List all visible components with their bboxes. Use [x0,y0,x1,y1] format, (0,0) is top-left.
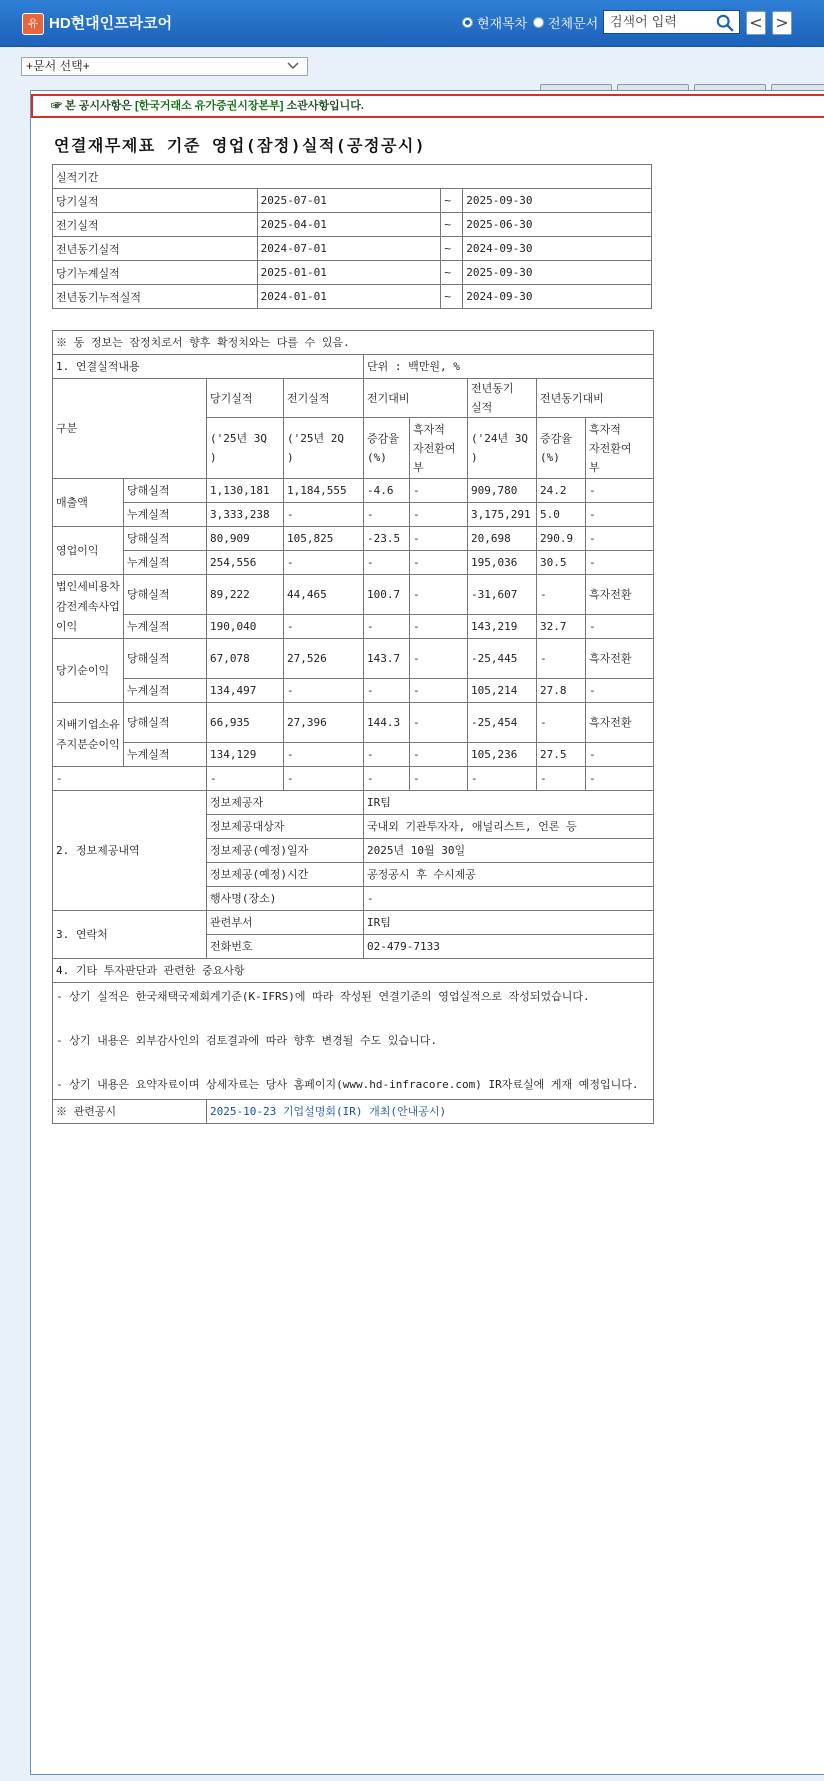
result-value: - [537,575,586,615]
item-kind: 누계실적 [124,551,207,575]
result-row [53,503,654,527]
result-value: - [586,479,654,503]
header-vs-yoy: 전년동기대비 [537,379,654,418]
period-start: 2025-04-01 [257,213,441,237]
section-2-title: 2. 정보제공내역 [53,791,207,911]
result-value: - [284,679,364,703]
result-value: - [586,679,654,703]
result-value: 100.7 [364,575,410,615]
result-value: - [364,615,410,639]
result-value: - [410,743,468,767]
result-row [53,679,654,703]
info-value: - [364,887,654,911]
item-label: 영업이익 [53,527,124,575]
result-value: - [537,703,586,743]
scope-all-label: 전체문서 [548,17,599,32]
result-value: 143,219 [468,615,537,639]
info-label: 정보제공(예정)일자 [207,839,364,863]
period-row [53,213,652,237]
company-name: HD현대인프라코어 [49,15,173,32]
result-value: -31,607 [468,575,537,615]
dash-cell: - [537,767,586,791]
item-kind: 당해실적 [124,527,207,551]
result-row [53,639,654,679]
next-result-button[interactable]: > [772,11,792,35]
header-previous: 전기실적 [284,379,364,418]
dash-cell: - [207,767,284,791]
result-value: - [410,551,468,575]
period-row [53,189,652,213]
section-1-title: 1. 연결실적내용 [53,355,364,379]
result-value: 30.5 [537,551,586,575]
company-logo-icon: 유 [22,13,44,35]
scope-all-radio[interactable] [533,13,598,32]
result-value: - [284,551,364,575]
result-value: 143.7 [364,639,410,679]
info-label: 정보제공자 [207,791,364,815]
info-label: 행사명(장소) [207,887,364,911]
result-value: 66,935 [207,703,284,743]
result-value: 흑자전환 [586,703,654,743]
period-tilde: ~ [441,213,463,237]
result-value: - [284,743,364,767]
section-3-title: 3. 연락처 [53,911,207,959]
contact-label: 전화번호 [207,935,364,959]
result-value: 105,214 [468,679,537,703]
result-value: - [364,743,410,767]
result-value: 27,396 [284,703,364,743]
section1-row [53,355,654,379]
notice-market: [한국거래소 유가증권시장본부] [134,100,284,112]
dash-cell: - [410,767,468,791]
result-row [53,479,654,503]
result-value: - [284,615,364,639]
header-sub-h-cur_sub: ('25년 3Q ) [207,418,284,479]
result-value: 134,129 [207,743,284,767]
period-tilde: ~ [441,261,463,285]
info-label: 정보제공대상자 [207,815,364,839]
period-row [53,285,652,309]
dash-cell: - [364,767,410,791]
item-label: 당기순이익 [53,639,124,703]
period-start: 2024-07-01 [257,237,441,261]
result-value: 144.3 [364,703,410,743]
result-value: 89,222 [207,575,284,615]
item-kind: 당해실적 [124,479,207,503]
result-value: - [410,503,468,527]
period-tilde: ~ [441,189,463,213]
result-value: - [586,743,654,767]
result-value: - [284,503,364,527]
dash-cell: - [586,767,654,791]
result-value: 32.7 [537,615,586,639]
section4-row [53,959,654,983]
result-value: - [410,615,468,639]
radio-unchecked-icon [533,17,544,28]
header-gubun: 구분 [53,379,207,479]
contact-value: 02-479-7133 [364,935,654,959]
period-label: 전년동기실적 [53,237,258,261]
document-select-value: +문서 선택+ [26,59,90,73]
period-start: 2025-01-01 [257,261,441,285]
related-disclosure-link[interactable]: 2025-10-23 기업설명회(IR) 개최(안내공시) [207,1100,654,1124]
related-label: ※ 관련공시 [53,1100,207,1124]
info-value: 국내외 기관투자자, 애널리스트, 언론 등 [364,815,654,839]
top-bar [0,0,824,47]
remarks-text: - 상기 실적은 한국채택국제회계기준(K-IFRS)에 따라 작성된 연결기준의 영업실적으로 작성되었습니다. - 상기 내용은 외부감사인의 검토결과에 따라 향후 변경될 수도 있습니다. - 상기 내용은 요약자료이며 상세자료는 당사 홈페이지(www.hd-infracore.com) IR자료실에 게재 예정입니다. [53,983,654,1100]
header-sub-h-turn: 흑자적 자전환여 부 [410,418,468,479]
result-value: - [586,527,654,551]
scope-current-radio[interactable] [462,13,527,32]
contact-value: IR팀 [364,911,654,935]
chevron-down-icon [287,61,299,71]
result-value: 1,184,555 [284,479,364,503]
result-value: 190,040 [207,615,284,639]
notice-prefix: ☞ 본 공시사항은 [51,100,135,112]
header-sub-h-yoy_sub: ('24년 3Q ) [468,418,537,479]
unit-label: 단위 : 백만원, % [364,355,654,379]
period-end: 2025-06-30 [463,213,652,237]
note-row [53,331,654,355]
result-value: - [410,703,468,743]
result-row [53,743,654,767]
period-tilde: ~ [441,285,463,309]
info-row [53,791,654,815]
result-value: - [410,679,468,703]
result-value: 195,036 [468,551,537,575]
result-value: 67,078 [207,639,284,679]
result-row [53,615,654,639]
info-value: 2025년 10월 30일 [364,839,654,863]
result-value: - [410,527,468,551]
dash-cell: - [53,767,207,791]
search-box [603,10,740,34]
result-value: 134,497 [207,679,284,703]
header-vs-previous: 전기대비 [364,379,468,418]
period-row [53,237,652,261]
period-start: 2024-01-01 [257,285,441,309]
result-value: - [586,615,654,639]
item-label: 지배기업소유주지분순이익 [53,703,124,767]
result-value: -23.5 [364,527,410,551]
result-value: - [410,639,468,679]
item-label: 법인세비용차감전계속사업이익 [53,575,124,639]
dash-cell: - [284,767,364,791]
period-end: 2025-09-30 [463,189,652,213]
result-value: - [586,551,654,575]
radio-checked-icon [462,17,473,28]
document-select[interactable] [21,57,308,76]
item-kind: 당해실적 [124,703,207,743]
result-value: -4.6 [364,479,410,503]
header-sub-h-prev_sub: ('25년 2Q ) [284,418,364,479]
period-table [52,164,652,309]
period-label: 당기실적 [53,189,258,213]
result-value: - [410,575,468,615]
search-icon[interactable] [716,14,734,32]
jurisdiction-notice [31,94,824,118]
period-header: 실적기간 [53,165,652,189]
period-label: 전년동기누적실적 [53,285,258,309]
prev-result-button[interactable]: < [746,11,766,35]
item-kind: 누계실적 [124,503,207,527]
header-sub-h-chg: 증감율 (%) [364,418,410,479]
search-input[interactable] [604,12,716,34]
result-value: - [410,479,468,503]
result-value: 5.0 [537,503,586,527]
result-value: 1,130,181 [207,479,284,503]
header-sub-h-chg2: 증감율 (%) [537,418,586,479]
result-row [53,527,654,551]
result-value: 27.5 [537,743,586,767]
result-value: 44,465 [284,575,364,615]
header-row-1 [53,379,654,418]
item-kind: 누계실적 [124,679,207,703]
contact-row [53,911,654,935]
result-value: - [537,639,586,679]
result-value: - [364,551,410,575]
result-value: 254,556 [207,551,284,575]
period-end: 2024-09-30 [463,285,652,309]
document-frame [30,90,824,1775]
result-value: 105,825 [284,527,364,551]
period-tilde: ~ [441,237,463,261]
info-value: IR팀 [364,791,654,815]
result-value: 20,698 [468,527,537,551]
result-row [53,703,654,743]
header-sub-h-turn2: 흑자적 자전환여 부 [586,418,654,479]
period-label: 당기누계실적 [53,261,258,285]
dash-row [53,767,654,791]
period-end: 2024-09-30 [463,237,652,261]
header-yoy: 전년동기 실적 [468,379,537,418]
dash-cell: - [468,767,537,791]
contact-label: 관련부서 [207,911,364,935]
item-label: 매출액 [53,479,124,527]
result-value: 27,526 [284,639,364,679]
item-kind: 당해실적 [124,575,207,615]
info-label: 정보제공(예정)시간 [207,863,364,887]
result-value: - [586,503,654,527]
result-row [53,551,654,575]
period-start: 2025-07-01 [257,189,441,213]
header-current: 당기실적 [207,379,284,418]
result-value: -25,454 [468,703,537,743]
result-value: 3,175,291 [468,503,537,527]
result-value: 27.8 [537,679,586,703]
results-table [52,330,654,1124]
item-kind: 누계실적 [124,615,207,639]
result-value: 105,236 [468,743,537,767]
related-row [53,1100,654,1124]
period-label: 전기실적 [53,213,258,237]
remarks-row [53,983,654,1100]
info-value: 공정공시 후 수시제공 [364,863,654,887]
scope-current-label: 현재목차 [477,17,528,32]
section-4-title: 4. 기타 투자판단과 관련한 중요사항 [53,959,654,983]
result-row [53,575,654,615]
result-value: 흑자전환 [586,575,654,615]
document-title: 연결재무제표 기준 영업(잠정)실적(공정공시) [54,136,427,155]
period-end: 2025-09-30 [463,261,652,285]
period-row [53,261,652,285]
notice-suffix: 소관사항입니다. [283,100,364,112]
result-value: 24.2 [537,479,586,503]
result-value: 909,780 [468,479,537,503]
result-value: - [364,503,410,527]
result-value: 흑자전환 [586,639,654,679]
result-value: 3,333,238 [207,503,284,527]
result-value: - [364,679,410,703]
item-kind: 누계실적 [124,743,207,767]
provisional-note: ※ 동 정보는 잠정치로서 향후 확정치와는 다를 수 있음. [53,331,654,355]
result-value: -25,445 [468,639,537,679]
result-value: 290.9 [537,527,586,551]
item-kind: 당해실적 [124,639,207,679]
result-value: 80,909 [207,527,284,551]
